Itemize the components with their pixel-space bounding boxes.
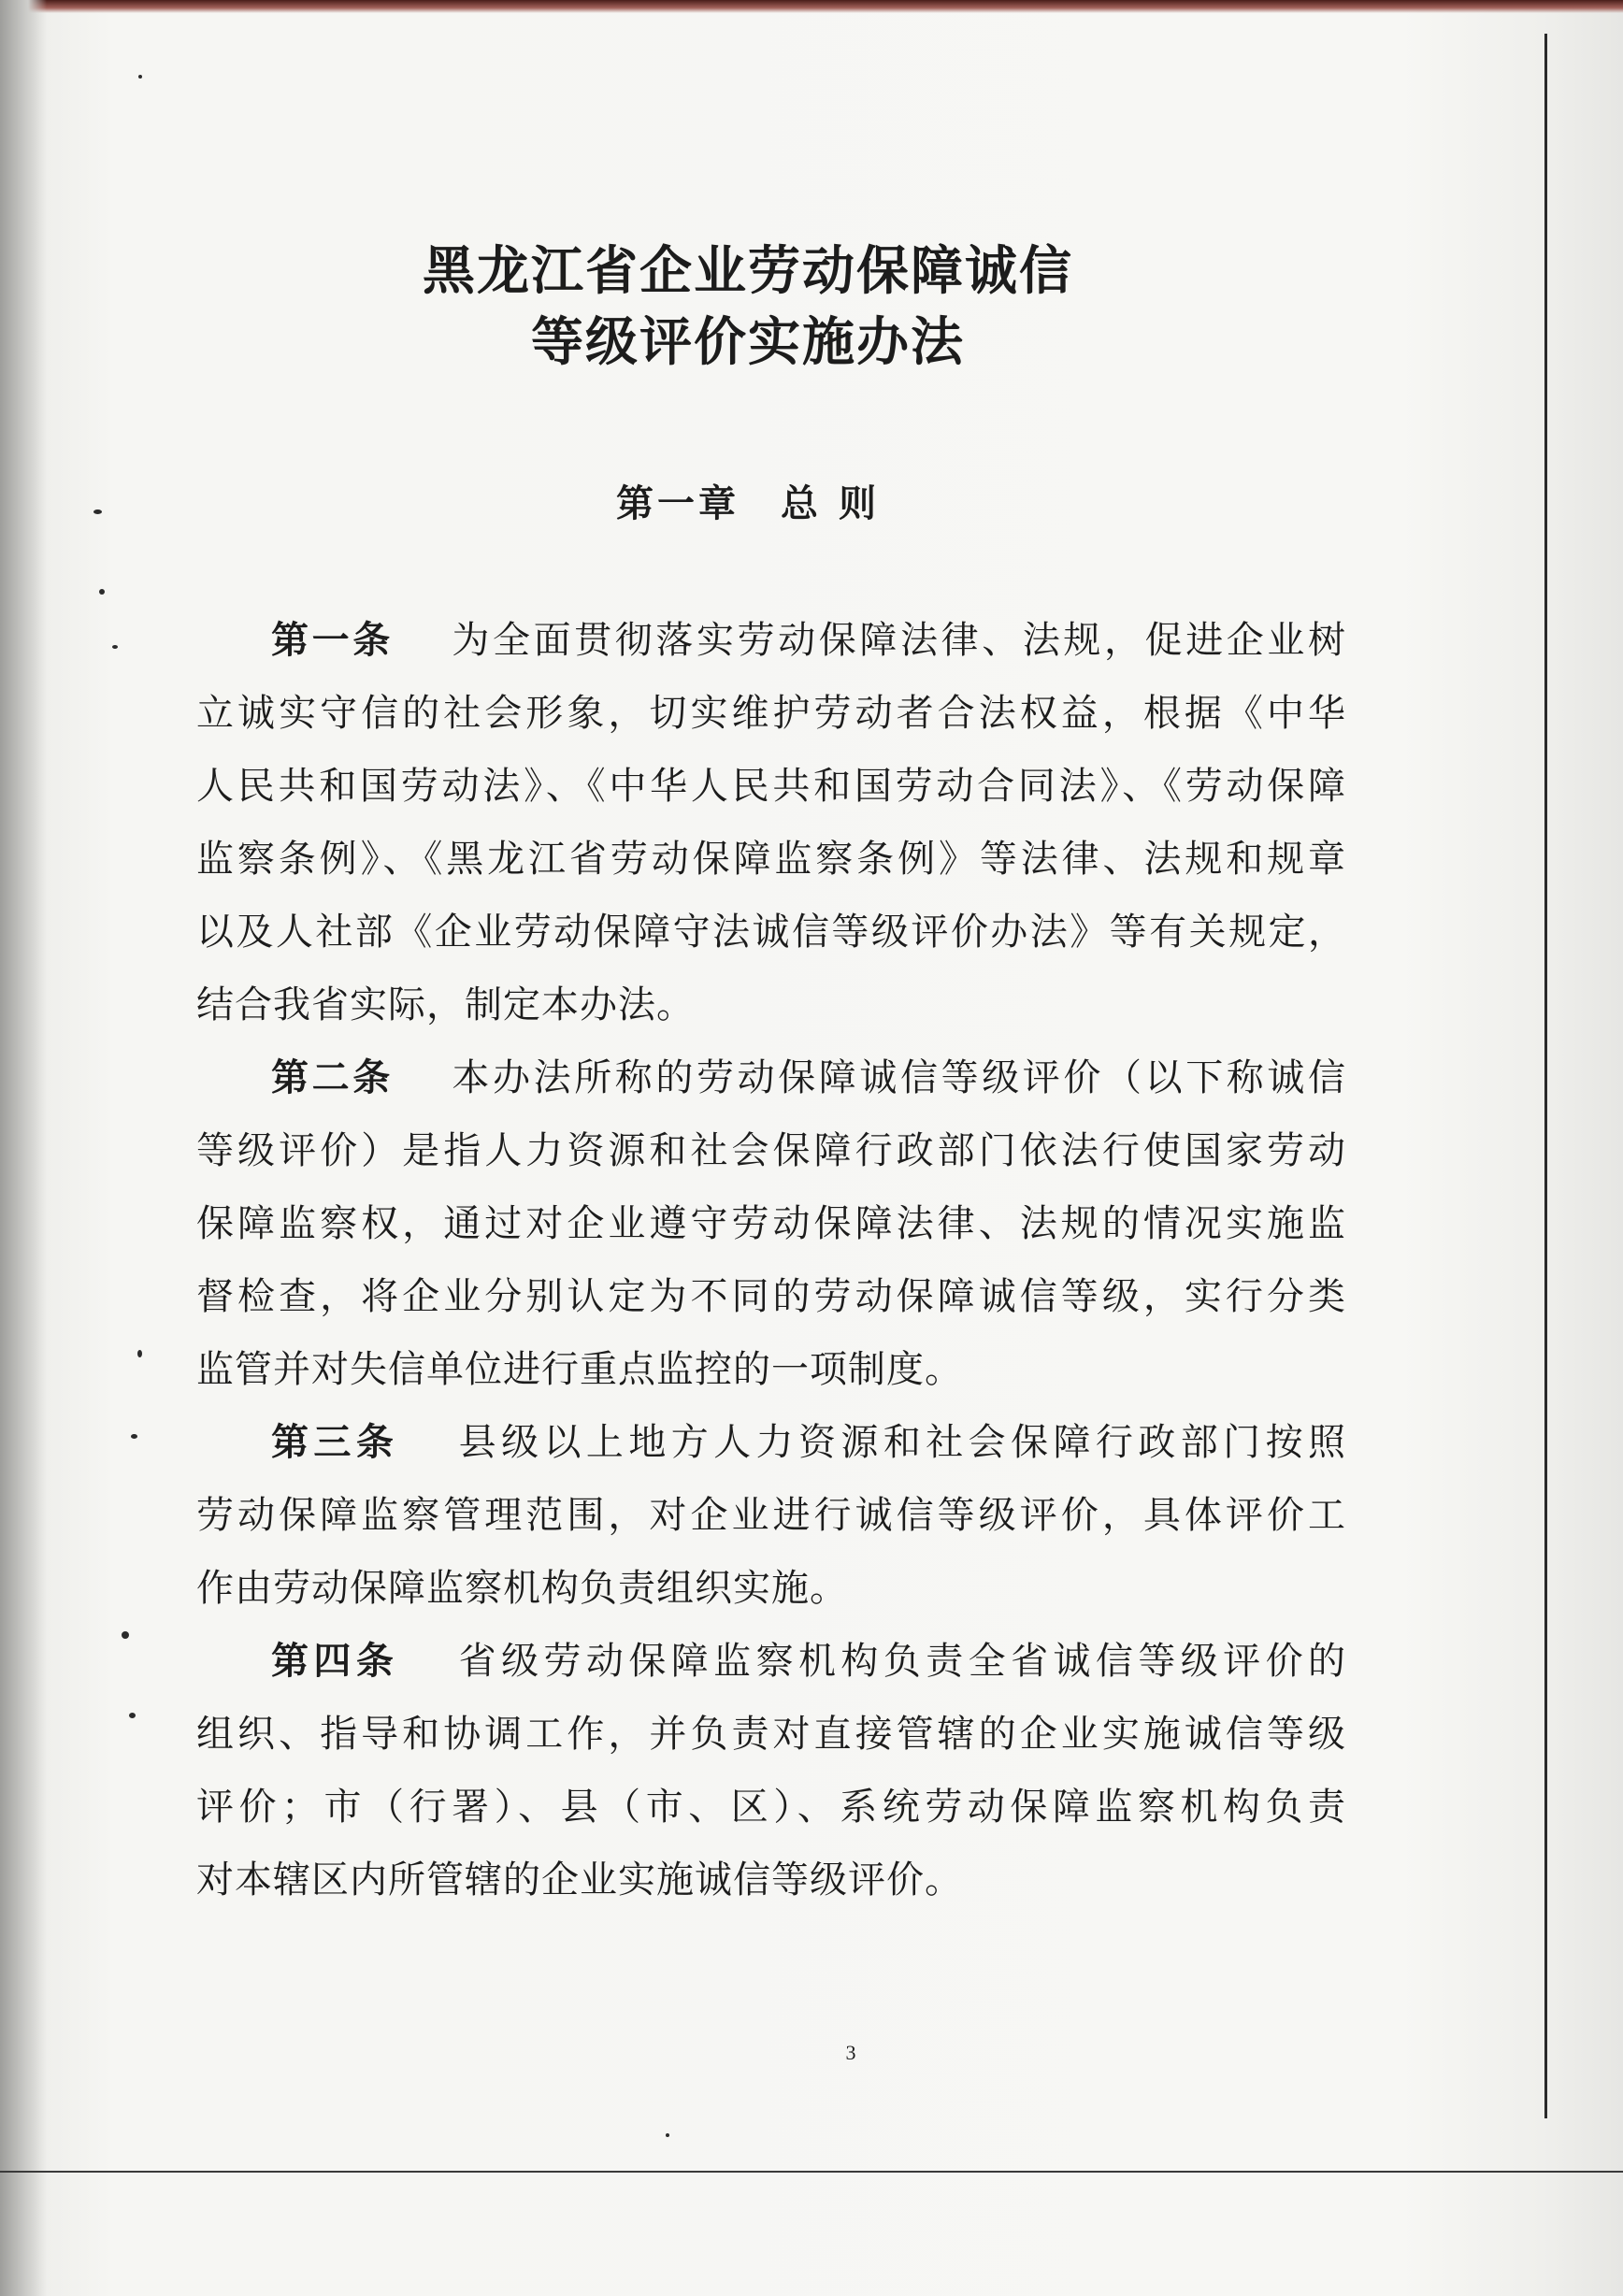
document-title-line-1: 黑龙江省企业劳动保障诚信 <box>423 240 1073 302</box>
article-line: 劳动保障监察管理范围，对企业进行诚信等级评价，具体评价工 <box>196 1494 1346 1537</box>
article-line: 以及人社部《企业劳动保障守法诚信等级评价办法》等有关规定， <box>196 911 1346 954</box>
article-line: 督检查，将企业分别认定为不同的劳动保障诚信等级，实行分类 <box>196 1275 1346 1318</box>
article-first-line <box>271 1420 1346 1464</box>
article-line: 保障监察权，通过对企业遵守劳动保障法律、法规的情况实施监 <box>196 1202 1346 1245</box>
article-line: 等级评价）是指人力资源和社会保障行政部门依法行使国家劳动 <box>196 1129 1346 1172</box>
article-title: 第三条 <box>271 1420 399 1464</box>
scan-speck <box>666 2133 669 2137</box>
scan-speck <box>122 1631 129 1639</box>
article-first-line <box>271 618 1347 662</box>
article-text: 本办法所称的劳动保障诚信等级评价（以下称诚信 <box>449 1056 1347 1099</box>
scan-speck <box>138 75 142 79</box>
article-line: 立诚实守信的社会形象，切实维护劳动者合法权益，根据《中华 <box>196 692 1346 735</box>
article-text: 为全面贯彻落实劳动保障法律、法规，促进企业树 <box>449 619 1347 662</box>
scan-speck <box>129 1713 136 1718</box>
article-first-line <box>271 1639 1346 1683</box>
top-edge-shadow <box>0 0 1623 13</box>
page-number: 3 <box>845 2041 856 2064</box>
scan-speck <box>137 1350 142 1357</box>
article-first-line <box>271 1055 1347 1099</box>
scan-speck <box>99 589 105 595</box>
bottom-margin-line <box>0 2171 1623 2173</box>
article-line: 监察条例》、《黑龙江省劳动保障监察条例》等法律、法规和规章 <box>196 838 1346 881</box>
article-text: 县级以上地方人力资源和社会保障行政部门按照 <box>454 1421 1346 1464</box>
scan-speck <box>131 1434 137 1439</box>
article-title: 第二条 <box>271 1055 394 1099</box>
article-line: 监管并对失信单位进行重点监控的一项制度。 <box>196 1348 963 1391</box>
scan-speck <box>112 645 118 649</box>
article-line: 结合我省实际，制定本办法。 <box>196 983 695 1026</box>
chapter-heading: 第一章 总 则 <box>616 481 880 525</box>
document-title-line-2: 等级评价实施办法 <box>531 311 965 373</box>
right-margin-line <box>1544 34 1547 2118</box>
article-title: 第四条 <box>271 1639 399 1683</box>
article-text: 省级劳动保障监察机构负责全省诚信等级评价的 <box>454 1640 1346 1683</box>
article-line: 组织、指导和协调工作，并负责对直接管辖的企业实施诚信等级 <box>196 1713 1346 1756</box>
article-line: 评价；市（行署）、县（市、区）、系统劳动保障监察机构负责 <box>196 1786 1346 1829</box>
article-line: 人民共和国劳动法》、《中华人民共和国劳动合同法》、《劳动保障 <box>196 765 1346 808</box>
article-title: 第一条 <box>271 618 394 662</box>
article-line: 作由劳动保障监察机构负责组织实施。 <box>196 1567 848 1610</box>
article-line: 对本辖区内所管辖的企业实施诚信等级评价。 <box>196 1858 963 1901</box>
